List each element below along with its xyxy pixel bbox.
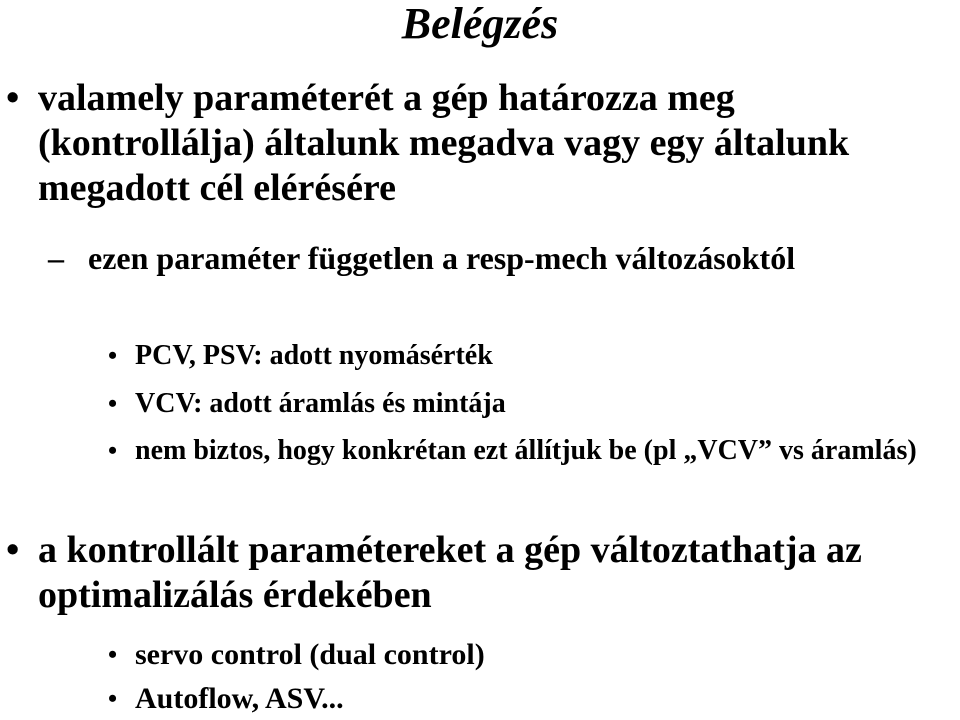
bullet-marker: •: [108, 436, 118, 465]
bullet-marker: •: [108, 684, 118, 713]
sub-sub-bullet-vcv: [108, 385, 950, 423]
bullet-text: servo control (dual control): [135, 638, 485, 671]
bullet-text: valamely paraméterét a gép határozza meg (kontrollálja) általunk megadva vagy egy általunk megadott cél elérésére: [38, 77, 850, 209]
sub-bullet-fuggetlen: [48, 238, 948, 279]
bullet-text: a kontrollált paramétereket a gép változtathatja az optimalizálás érdekében: [38, 529, 862, 616]
slide-title: Belégzés: [401, 0, 559, 48]
sub-bullet-autoflow: [108, 678, 950, 720]
bullet-gep-hatarozza-meg: [6, 76, 943, 211]
bullet-text: ezen paraméter független a resp-mech változásoktól: [88, 240, 796, 276]
bullet-text: Autoflow, ASV...: [135, 682, 344, 715]
sub-sub-bullet-nem-biztos: [108, 432, 950, 470]
sub-bullet-servo-control: [108, 634, 950, 676]
bullet-text: nem biztos, hogy konkrétan ezt állítjuk be (pl „VCV” vs áramlás): [135, 435, 917, 466]
bullet-marker: •: [108, 640, 118, 669]
bullet-text: PCV, PSV: adott nyomásérték: [135, 340, 493, 371]
sub-sub-bullet-pcv-psv: [108, 337, 950, 375]
bullet-kontrollalt-parameterek: [6, 528, 943, 618]
bullet-marker: •: [6, 529, 20, 571]
bullet-marker: •: [108, 341, 118, 370]
bullet-text: VCV: adott áramlás és mintája: [135, 388, 506, 419]
bullet-marker: •: [108, 389, 118, 418]
bullet-marker: •: [6, 77, 20, 119]
dash-marker: –: [48, 240, 64, 276]
